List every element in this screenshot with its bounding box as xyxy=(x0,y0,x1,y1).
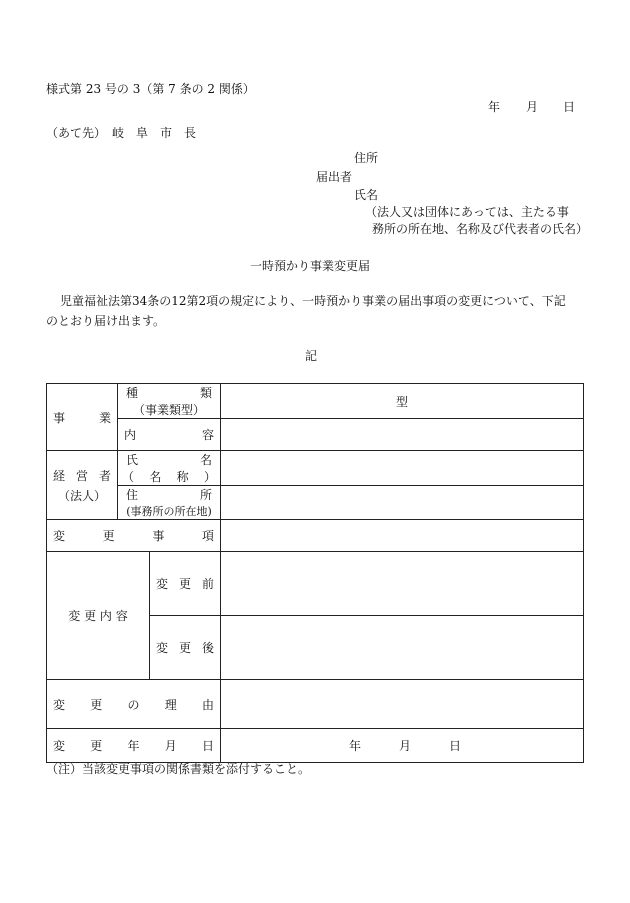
change-item-field[interactable] xyxy=(221,520,584,552)
date-year-label: 年 xyxy=(488,100,501,114)
operator-name-field[interactable] xyxy=(221,451,584,486)
address-label: 住所 xyxy=(354,151,379,165)
name-label: 氏名 xyxy=(354,188,379,202)
change-reason-field[interactable] xyxy=(221,680,584,729)
notifier-label: 届出者 xyxy=(316,170,353,184)
footnote: （注）当該変更事項の関係書類を添付すること。 xyxy=(46,762,311,776)
body-text-line1: 児童福祉法第34条の12第2項の規定により、一時預かり事業の届出事項の変更について、下記 xyxy=(60,294,566,308)
change-item-label: 変 更 事 項 xyxy=(47,520,221,552)
operator-address-field[interactable] xyxy=(221,486,584,520)
change-reason-label: 変 更 の 理 由 xyxy=(47,680,221,729)
form-number: 様式第 23 号の 3（第 7 条の 2 関係） xyxy=(46,82,255,96)
body-text-line2: のとおり届け出ます。 xyxy=(46,314,166,328)
before-change-label: 変 更 前 xyxy=(150,552,221,616)
change-content-label: 変 更 内 容 xyxy=(47,552,150,680)
change-date-field[interactable]: 年 月 日 xyxy=(221,729,584,763)
change-form-table xyxy=(46,383,584,763)
corporate-note-line2: 務所の所在地、名称及び代表者の氏名） xyxy=(372,222,589,236)
change-date-label: 変 更 年 月 日 xyxy=(47,729,221,763)
before-change-field[interactable] xyxy=(221,552,584,616)
date-month-label: 月 xyxy=(526,100,539,114)
operator-label: 経 営 者 （法人） xyxy=(47,451,118,520)
business-content-label: 内 容 xyxy=(118,419,221,451)
ki-heading: 記 xyxy=(305,349,318,363)
business-content-field[interactable] xyxy=(221,419,584,451)
date-day-label: 日 xyxy=(563,100,576,114)
document-title: 一時預かり事業変更届 xyxy=(250,259,371,273)
after-change-label: 変 更 後 xyxy=(150,616,221,680)
after-change-field[interactable] xyxy=(221,616,584,680)
corporate-note-line1: （法人又は団体にあっては、主たる事 xyxy=(365,205,569,219)
business-type-value[interactable]: 型 xyxy=(221,384,584,419)
business-label: 事 業 xyxy=(47,384,118,451)
operator-address-label: 住 所 (事務所の所在地) xyxy=(118,486,221,520)
addressee: （あて先） 岐 阜 市 長 xyxy=(46,126,197,140)
operator-name-label: 氏 名 （ 名 称 ） xyxy=(118,451,221,486)
business-type-label: 種 類 （事業類型） xyxy=(118,384,221,419)
